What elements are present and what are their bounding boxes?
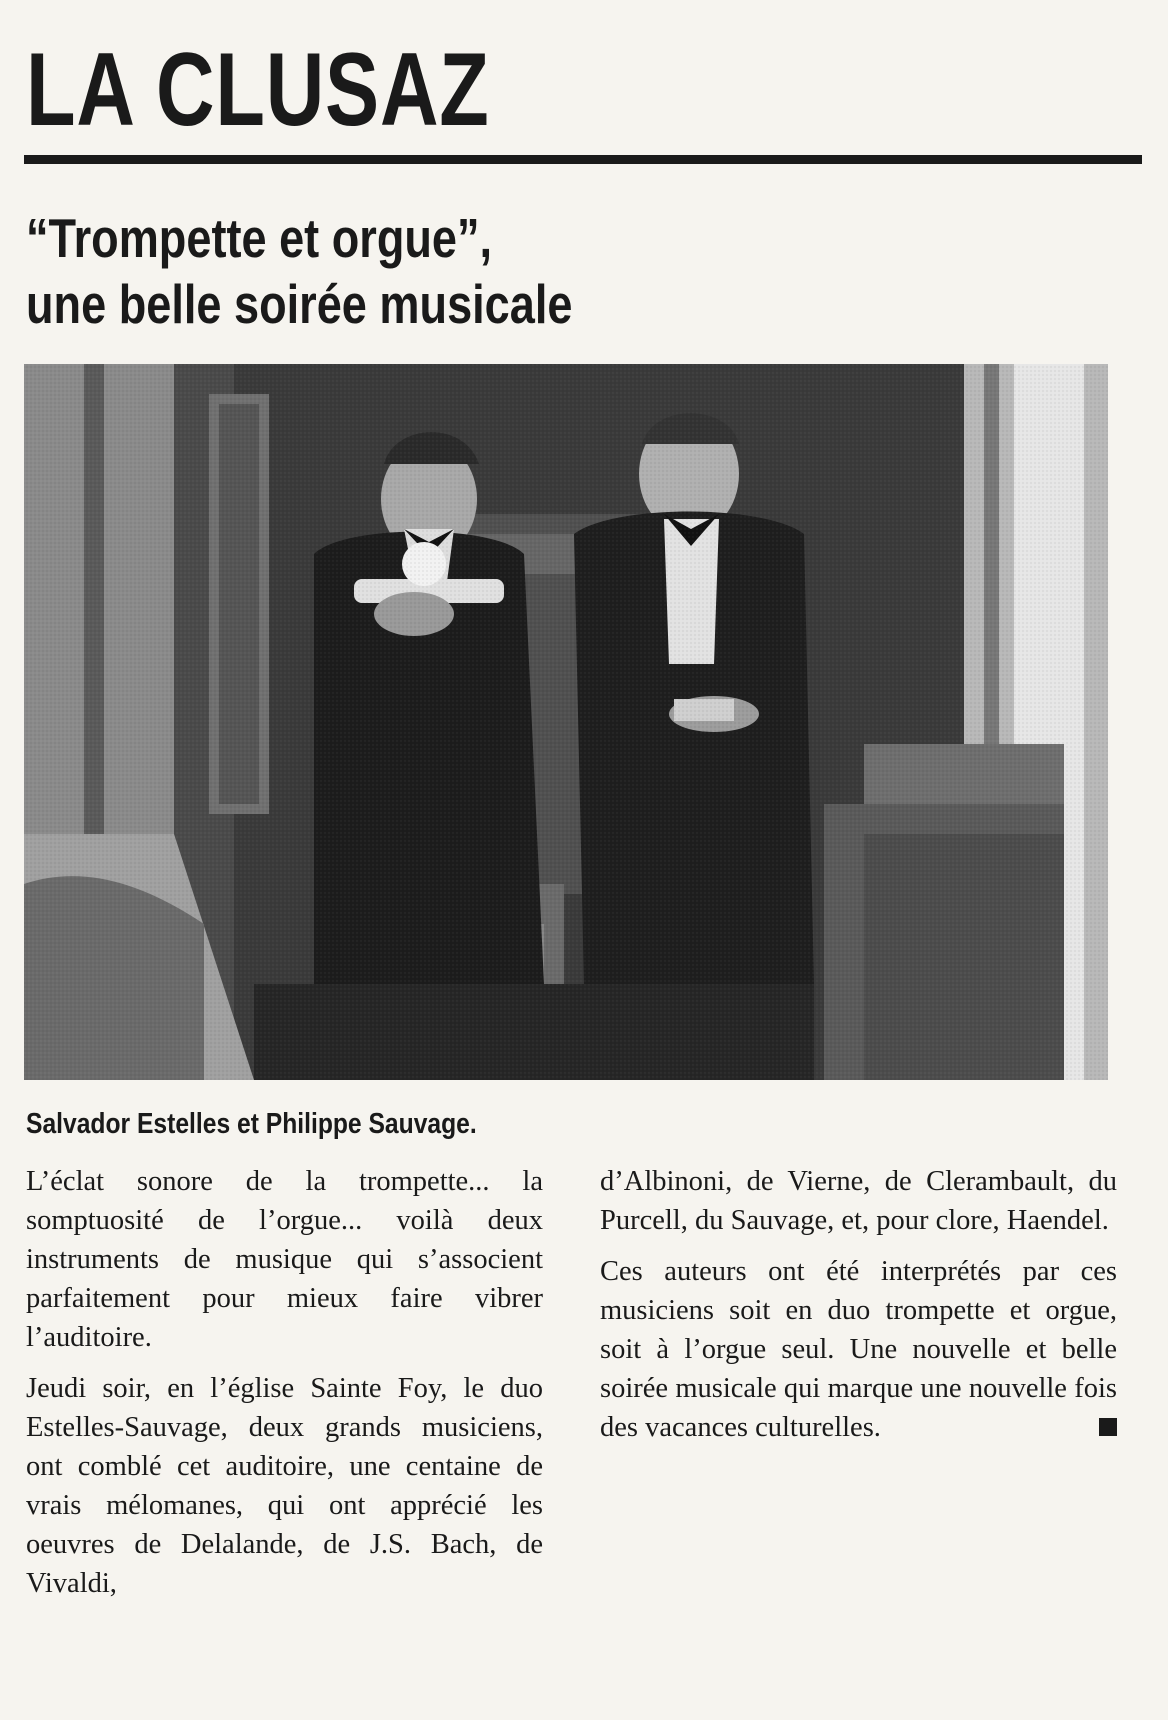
article-column-right [600,1162,1117,1459]
paragraph [600,1252,1117,1447]
paragraph: L’éclat sonore de la trompette... la somptuosité de l’orgue... voilà deux instruments de musique qui s’associent parfaitement pour mieux faire vibrer l’auditoire. [26,1166,543,1353]
article-column-left [26,1162,543,1615]
end-of-article-square-icon [1099,1418,1117,1436]
headline-line-2: une belle soirée musicale [26,273,573,335]
section-title: LA CLUSAZ [26,32,490,148]
photo-caption: Salvador Estelles et Philippe Sauvage. [26,1108,477,1140]
article-headline [26,205,846,337]
photo-illustration [24,364,1108,1080]
paragraph-text: Ces auteurs ont été interprétés par ces musiciens soit en duo trompette et orgue, soit à l’orgue seul. Une nouvelle et belle soirée musicale qui marque une nouvelle fois des vacances culturelles. [600,1256,1117,1443]
section-rule [24,155,1142,164]
paragraph: Jeudi soir, en l’église Sainte Foy, le duo Estelles-Sauvage, deux grands musiciens, ont comblé cet auditoire, une centaine de vrais mélomanes, qui ont apprécié les oeuvres de Delalande, de J.S. Bach, de Vivaldi, [26,1373,543,1599]
article-photo [24,364,1108,1080]
headline-line-1: “Trompette et orgue”, [26,207,493,269]
paragraph: d’Albinoni, de Vierne, de Clerambault, du Purcell, du Sauvage, et, pour clore, Haendel. [600,1166,1117,1236]
